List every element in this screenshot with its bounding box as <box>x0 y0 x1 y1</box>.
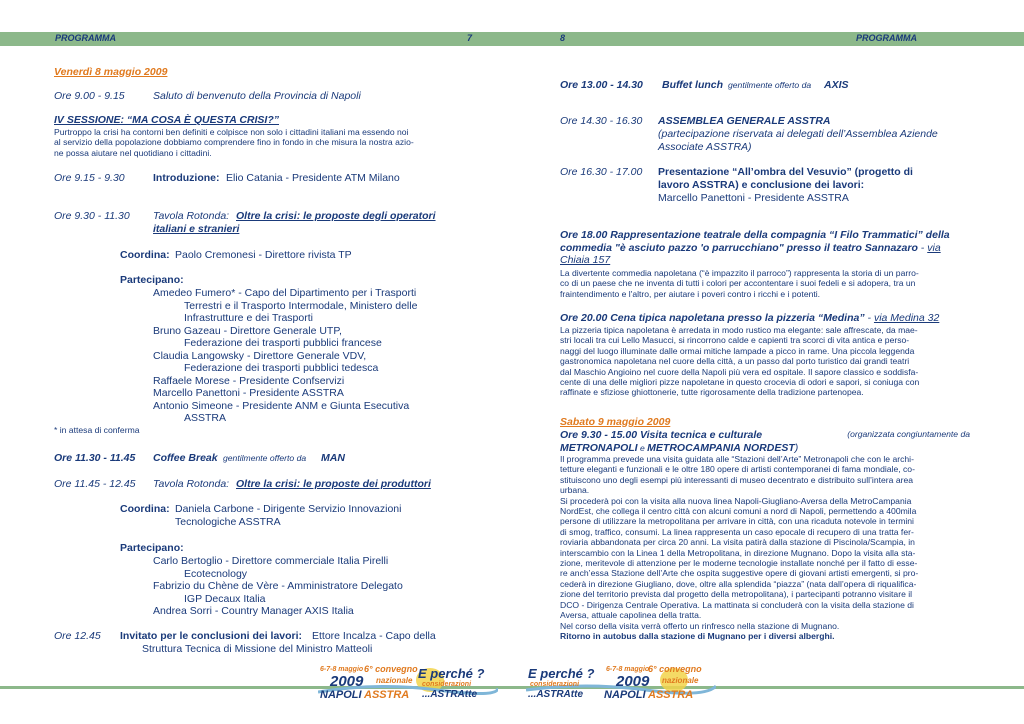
intro-time: Ore 9.15 - 9.30 <box>54 172 125 184</box>
theatre-line <box>560 242 970 255</box>
round2-time: Ore 11.45 - 12.45 <box>54 478 136 490</box>
visit-paren: (organizzata congiuntamente da <box>847 429 970 439</box>
round1-title-cont: italiani e stranieri <box>153 223 240 235</box>
desc-line: tetture eleganti e funzionali e le oltre 180 opere di artisti contemporanei di fama mondiale, co- <box>560 464 915 475</box>
logo-astratte: ...ASTRAtte <box>528 689 583 700</box>
logo-event: 6° convegno <box>364 664 418 674</box>
header-left-label: PROGRAMMA <box>55 33 116 43</box>
desc-line: interscambio con la Linea 1 della Metropolitana, in direzione Mugnano. Dopo la visita alla sta- <box>560 547 916 558</box>
header-right-page: 8 <box>560 33 566 43</box>
session-desc-line: Purtroppo la crisi ha contorni ben definiti e colpisce non solo i cittadini italiani ma essendo noi <box>54 127 409 137</box>
coffee-sponsor: MAN <box>321 452 345 464</box>
dinner-text: Ore 20.00 Cena tipica napoletana presso la pizzeria “Medina” <box>560 312 865 324</box>
desc-line: zione, meritevole di attenzione per le moderne tecnologie installate nonché per il fatto di esse- <box>560 558 918 569</box>
welcome-text: Saluto di benvenuto della Provincia di Napoli <box>153 90 361 102</box>
session-desc-line: ne possa aiutare nel quotidiano i cittadini. <box>54 147 212 158</box>
round1-title: Oltre la crisi: le proposte degli operatori <box>236 210 436 222</box>
closing-label: Invitato per le conclusioni dei lavori: <box>120 630 303 642</box>
closing-time: Ore 12.45 <box>54 630 101 642</box>
desc-line: Aversa, attuale capolinea della tratta. <box>560 610 702 621</box>
round2-label: Tavola Rotonda: <box>153 478 230 490</box>
date-saturday: Sabato 9 maggio 2009 <box>560 416 671 428</box>
lunch-offer: gentilmente offerto da <box>728 80 812 90</box>
return-note: Ritorno in autobus dalla stazione di Mugnano per i diversi alberghi. <box>560 630 835 641</box>
part2-list <box>54 555 472 618</box>
logo-dates: 6-7-8 maggio <box>320 666 364 673</box>
desc-line: gastronomica napoletana nel cuore della città, a un passo dal porto turistico dai grandi teatri <box>560 356 910 367</box>
desc-line: DCO - Dirigenza Centrale Operativa. La mattinata si concluderà con la visita della stazione di <box>560 599 914 610</box>
participant: Fabrizio du Chène de Vère - Amministratore Delegato <box>153 580 403 592</box>
visit-org: METROCAMPANIA NORDEST <box>647 441 795 454</box>
theatre-desc <box>560 268 970 299</box>
dinner-dash: - <box>864 312 874 324</box>
participant-detail: Infrastrutture e dei Trasporti <box>184 312 313 324</box>
participant-detail: Federazione dei trasporti pubblici francese <box>184 337 382 349</box>
session-desc-line: al servizio della popolazione dobbiamo comprendere fino in fondo in che misura la nostra azio- <box>54 137 414 148</box>
desc-line: Si procederà poi con la visita alla nuova linea Napoli-Giugliano-Aversa della MetroCampania <box>560 495 912 506</box>
assembly-sub: (partecipazione riservata ai delegati dell’Assemblea Aziende <box>658 128 938 140</box>
coord2-text-cont: Tecnologiche ASSTRA <box>175 516 281 528</box>
desc-line: raffinate e sfiziose ghiottonerie, tutte rigorosamente della tradizione partenopea. <box>560 387 864 398</box>
welcome-time: Ore 9.00 - 9.15 <box>54 90 125 102</box>
logo-considerazioni: considerazioni <box>422 681 472 688</box>
lunch-time: Ore 13.00 - 14.30 <box>560 79 643 91</box>
desc-line: Nel corso della visita verrà offerto un rinfresco nella stazione di Mugnano. <box>560 620 840 631</box>
visit-and: e <box>637 442 648 453</box>
theatre-line: Ore 18.00 Rappresentazione teatrale della compagnia “I Filo Trammatici” della <box>560 229 950 241</box>
session-title: IV SESSIONE: “MA COSA È QUESTA CRISI?” <box>54 114 279 126</box>
desc-line: re anch’essa Stazione dell’Arte che ospita suggestive opere di giovani artisti emergenti, si pro- <box>560 568 919 579</box>
theatre-address-link[interactable]: Chiaia 157 <box>560 254 611 266</box>
desc-line: NordEst, che collega il centro città con alcuni comuni a nord di Napoli, permettendo a 400mila <box>560 506 917 517</box>
lunch-label: Buffet lunch <box>662 79 724 91</box>
theatre-text: commedia "è asciuto pazzo 'o parrucchiano" presso il teatro Sannazaro <box>560 241 918 254</box>
dinner-title <box>560 312 970 325</box>
desc-line: Il programma prevede una visita guidata alle “Stazioni dell’Arte” Metronapoli che con le archi- <box>560 454 914 464</box>
desc-line: urbana. <box>560 485 590 496</box>
visit-line <box>560 429 970 442</box>
visit-line <box>560 442 970 455</box>
participant: Antonio Simeone - Presidente ANM e Giunta Esecutiva <box>153 399 410 412</box>
assembly-title: ASSEMBLEA GENERALE ASSTRA <box>658 115 831 127</box>
participant-detail: Federazione dei trasporti pubblici tedesca <box>184 362 379 374</box>
footnote: * in attesa di conferma <box>54 425 140 435</box>
closing-text: Ettore Incalza - Capo della <box>312 630 436 642</box>
round1-time: Ore 9.30 - 11.30 <box>54 210 130 222</box>
participant: Amedeo Fumero* - Capo del Dipartimento per i Trasporti <box>153 287 417 299</box>
participant: Bruno Gazeau - Direttore Generale UTP, <box>153 324 342 337</box>
coffee-offer: gentilmente offerto da <box>223 453 307 463</box>
desc-line: stituiscono uno degli esempi più interessanti di museo decentrato e distribuito sull’intera area <box>560 474 914 485</box>
round2-title: Oltre la crisi: le proposte dei produttori <box>236 478 431 490</box>
desc-line: roviaria abbandonata per circa 20 anni. La visita patirà dalla stazione di Piscinola/Scampia, in <box>560 537 915 548</box>
participant-detail: IGP Decaux Italia <box>184 592 266 605</box>
logo-nazionale: nazionale <box>662 676 699 685</box>
presentation-speaker: Marcello Panettoni - Presidente ASSTRA <box>658 192 849 204</box>
presentation-title: Presentazione “All’ombra del Vesuvio” (progetto di <box>658 166 913 178</box>
desc-line: naggi del luogo illuminate dalle ormai mitiche lampade a picco in rame. Una piccola leggenda <box>560 345 915 356</box>
desc-line: cente di una delle migliori pizze napoletane in questo crocevia di odori e sapori, si coniuga con <box>560 377 920 388</box>
round1-label: Tavola Rotonda: <box>153 210 230 222</box>
dinner-address-link[interactable]: via Medina 32 <box>873 312 940 324</box>
participant: Marcello Panettoni - Presidente ASSTRA <box>153 387 344 399</box>
logo-year: 2009 <box>616 673 650 690</box>
coord1-label: Coordina: <box>120 249 170 261</box>
participant-detail: ASSTRA <box>184 412 227 424</box>
coffee-time: Ore 11.30 - 11.45 <box>54 452 136 464</box>
logo-org: ASSTRA <box>364 689 410 701</box>
part1-label: Partecipano: <box>120 274 184 286</box>
participant: Raffaele Morese - Presidente Confservizi <box>153 374 345 387</box>
desc-line: fraintendimento e l'altro, per aiutare i poveri contro i ricchi e i potenti. <box>560 288 821 299</box>
logo-event: 6° convegno <box>648 664 702 674</box>
desc-line: persone di utilizzare la metropolitana per arrivare in città, con una ricaduta notevole in termini <box>560 516 914 527</box>
header-left-page: 7 <box>467 33 473 43</box>
header-bar <box>0 32 1024 46</box>
theatre-dash: - <box>917 241 928 254</box>
visit-title <box>560 429 970 454</box>
participant: Andrea Sorri - Country Manager AXIS Italia <box>153 605 354 617</box>
presentation-title-cont: lavoro ASSTRA) e conclusione dei lavori: <box>658 179 865 191</box>
logo-question: E perché ? <box>528 666 595 681</box>
participant: Carlo Bertoglio - Direttore commerciale Italia Pirelli <box>153 555 389 567</box>
participant-detail: Ecotecnology <box>184 567 248 580</box>
theatre-address-link[interactable]: via <box>927 241 941 254</box>
desc-line: La pizzeria tipica napoletana è arredata in modo rustico ma elegante: sale affrescate, da mae- <box>560 325 918 335</box>
desc-line: dal Maschio Angioino nel cuore della Napoli più vera ed ospitale. Il sapore classico e soddisfa- <box>560 366 919 377</box>
header-right-label: PROGRAMMA <box>856 33 917 43</box>
logo-nazionale: nazionale <box>376 676 413 685</box>
session-desc <box>54 127 472 158</box>
logo-city: NAPOLI <box>320 689 362 701</box>
presentation-time: Ore 16.30 - 17.00 <box>560 166 643 178</box>
desc-line: zione del territorio prevista dal progetto della metropolitana), i partecipanti potranno visitare il <box>560 589 913 600</box>
event-logo-left <box>318 664 498 704</box>
desc-line: co di un paese che ne inventa di tutti i colori per accontentare i suoi fedeli e si adopera, tra un <box>560 278 916 289</box>
desc-line: cederà in direzione Giugliano, dove, oltre alla splendida “piazza” (nata dall’opera di riqualifica- <box>560 578 917 589</box>
footer-bar <box>0 686 1024 689</box>
assembly-time: Ore 14.30 - 16.30 <box>560 115 643 127</box>
visit-desc <box>560 454 970 641</box>
intro-text: Elio Catania - Presidente ATM Milano <box>226 172 400 184</box>
visit-text: Ore 9.30 - 15.00 Visita tecnica e culturale <box>560 429 763 441</box>
logo-question: E perché ? <box>418 666 485 681</box>
logo-city: NAPOLI <box>604 689 646 701</box>
closing-text-cont: Struttura Tecnica di Missione del Ministro Matteoli <box>142 643 373 655</box>
desc-line: La divertente commedia napoletana (“è impazzito il parroco”) rappresenta la storia di un parro- <box>560 268 919 278</box>
coord1-text: Paolo Cremonesi - Direttore rivista TP <box>175 249 352 261</box>
desc-line: stri locali tra cui Lello Masucci, si rincorrono calde e capienti tra scorci di vita antica e perso- <box>560 335 910 346</box>
lunch-sponsor: AXIS <box>824 79 849 91</box>
coffee-label: Coffee Break <box>153 452 218 464</box>
date-friday: Venerdì 8 maggio 2009 <box>54 66 168 78</box>
theatre-title <box>560 229 970 267</box>
logo-astratte: ...ASTRAtte <box>422 689 477 700</box>
part2-label: Partecipano: <box>120 542 184 554</box>
visit-org: METRONAPOLI <box>560 441 638 454</box>
coord2-text: Daniela Carbone - Dirigente Servizio Innovazioni <box>175 503 402 515</box>
logo-year: 2009 <box>330 673 364 690</box>
dinner-desc <box>560 325 970 398</box>
desc-line: di smog, traffico, consumi. La linea rappresenta un caso epocale di recupero di una tratta fer- <box>560 526 914 537</box>
part1-list <box>54 287 472 425</box>
visit-close: ) <box>794 441 799 454</box>
logo-considerazioni: considerazioni <box>530 681 580 688</box>
coord2-label: Coordina: <box>120 503 170 515</box>
intro-label: Introduzione: <box>153 172 220 184</box>
logo-dates: 6-7-8 maggio <box>606 666 650 673</box>
logo-org: ASSTRA <box>648 689 694 701</box>
participant: Claudia Langowsky - Direttore Generale VDV, <box>153 349 367 362</box>
assembly-sub-cont: Associate ASSTRA) <box>658 141 752 153</box>
event-logo-right <box>526 664 716 704</box>
participant-detail: Terrestri e il Trasporto Intermodale, Ministero delle <box>184 299 418 312</box>
